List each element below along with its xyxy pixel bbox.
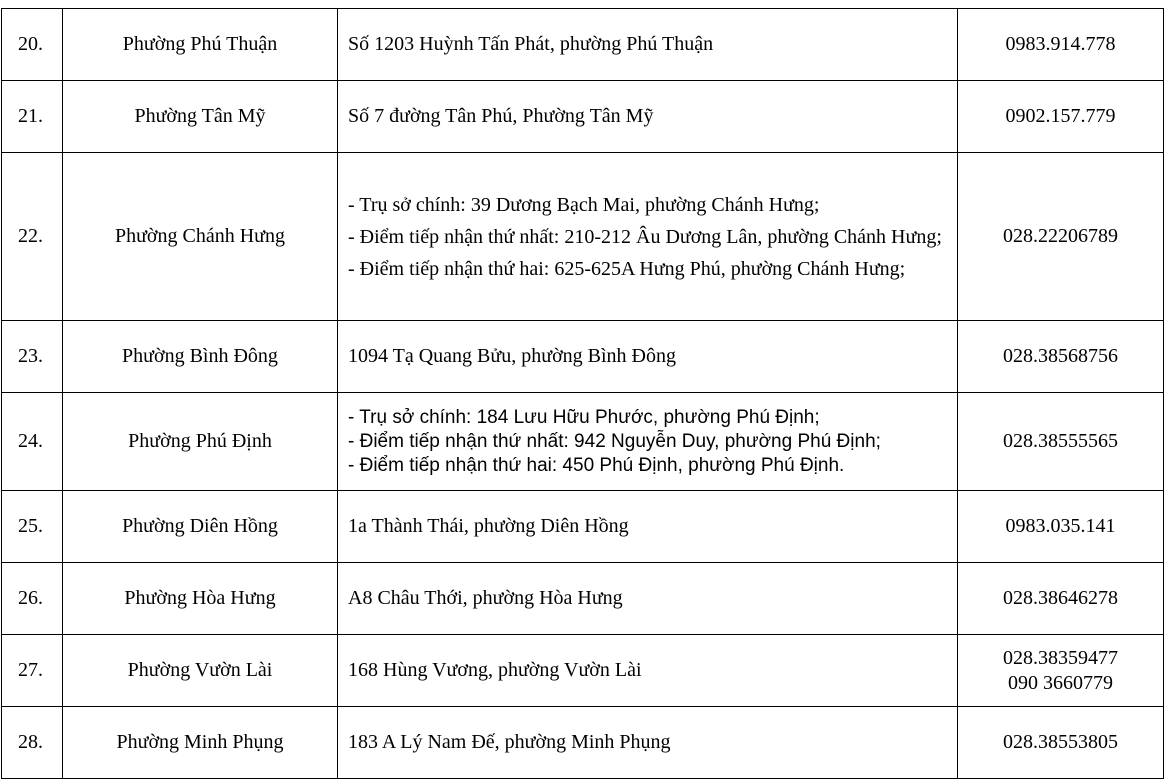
table-row <box>2 9 1164 81</box>
row-number: 26. <box>2 563 63 635</box>
ward-address: 183 A Lý Nam Đế, phường Minh Phụng <box>338 707 958 779</box>
ward-name: Phường Vườn Lài <box>63 635 338 707</box>
row-number: 22. <box>2 153 63 321</box>
ward-address <box>338 153 958 321</box>
ward-phone: 028.38646278 <box>958 563 1164 635</box>
row-number: 21. <box>2 81 63 153</box>
ward-name: Phường Hòa Hưng <box>63 563 338 635</box>
ward-name: Phường Tân Mỹ <box>63 81 338 153</box>
ward-address <box>338 393 958 491</box>
table-row <box>2 321 1164 393</box>
table-row <box>2 393 1164 491</box>
ward-address: Số 1203 Huỳnh Tấn Phát, phường Phú Thuận <box>338 9 958 81</box>
ward-phone: 0983.914.778 <box>958 9 1164 81</box>
row-number: 23. <box>2 321 63 393</box>
ward-name: Phường Bình Đông <box>63 321 338 393</box>
table-row <box>2 635 1164 707</box>
ward-address: Số 7 đường Tân Phú, Phường Tân Mỹ <box>338 81 958 153</box>
ward-name: Phường Chánh Hưng <box>63 153 338 321</box>
address-line: - Điểm tiếp nhận thứ hai: 450 Phú Định, phường Phú Định. <box>348 454 845 476</box>
address-line: - Điểm tiếp nhận thứ nhất: 210-212 Âu Dương Lân, phường Chánh Hưng; <box>348 225 942 248</box>
ward-address: 1a Thành Thái, phường Diên Hồng <box>338 491 958 563</box>
ward-phone: 028.38553805 <box>958 707 1164 779</box>
table-row <box>2 563 1164 635</box>
ward-address: 1094 Tạ Quang Bửu, phường Bình Đông <box>338 321 958 393</box>
ward-address: 168 Hùng Vương, phường Vườn Lài <box>338 635 958 707</box>
ward-phone: 028.22206789 <box>958 153 1164 321</box>
ward-contact-table <box>1 8 1164 779</box>
row-number: 27. <box>2 635 63 707</box>
ward-name: Phường Phú Định <box>63 393 338 491</box>
row-number: 20. <box>2 9 63 81</box>
ward-phone: 028.38555565 <box>958 393 1164 491</box>
ward-phone: 028.38568756 <box>958 321 1164 393</box>
phone-line: 090 3660779 <box>1008 671 1113 694</box>
row-number: 28. <box>2 707 63 779</box>
ward-name: Phường Diên Hồng <box>63 491 338 563</box>
table-row <box>2 707 1164 779</box>
address-line: - Điểm tiếp nhận thứ nhất: 942 Nguyễn Duy, phường Phú Định; <box>348 430 881 452</box>
address-line: - Điểm tiếp nhận thứ hai: 625-625A Hưng Phú, phường Chánh Hưng; <box>348 257 906 280</box>
ward-name: Phường Phú Thuận <box>63 9 338 81</box>
row-number: 24. <box>2 393 63 491</box>
phone-line: 028.38359477 <box>1003 646 1118 669</box>
ward-address: A8 Châu Thới, phường Hòa Hưng <box>338 563 958 635</box>
table-row <box>2 81 1164 153</box>
ward-phone <box>958 635 1164 707</box>
address-line: - Trụ sở chính: 184 Lưu Hữu Phước, phường Phú Định; <box>348 406 820 428</box>
table-row <box>2 153 1164 321</box>
ward-phone: 0983.035.141 <box>958 491 1164 563</box>
row-number: 25. <box>2 491 63 563</box>
ward-phone: 0902.157.779 <box>958 81 1164 153</box>
ward-name: Phường Minh Phụng <box>63 707 338 779</box>
address-line: - Trụ sở chính: 39 Dương Bạch Mai, phường Chánh Hưng; <box>348 193 820 216</box>
table-row <box>2 491 1164 563</box>
